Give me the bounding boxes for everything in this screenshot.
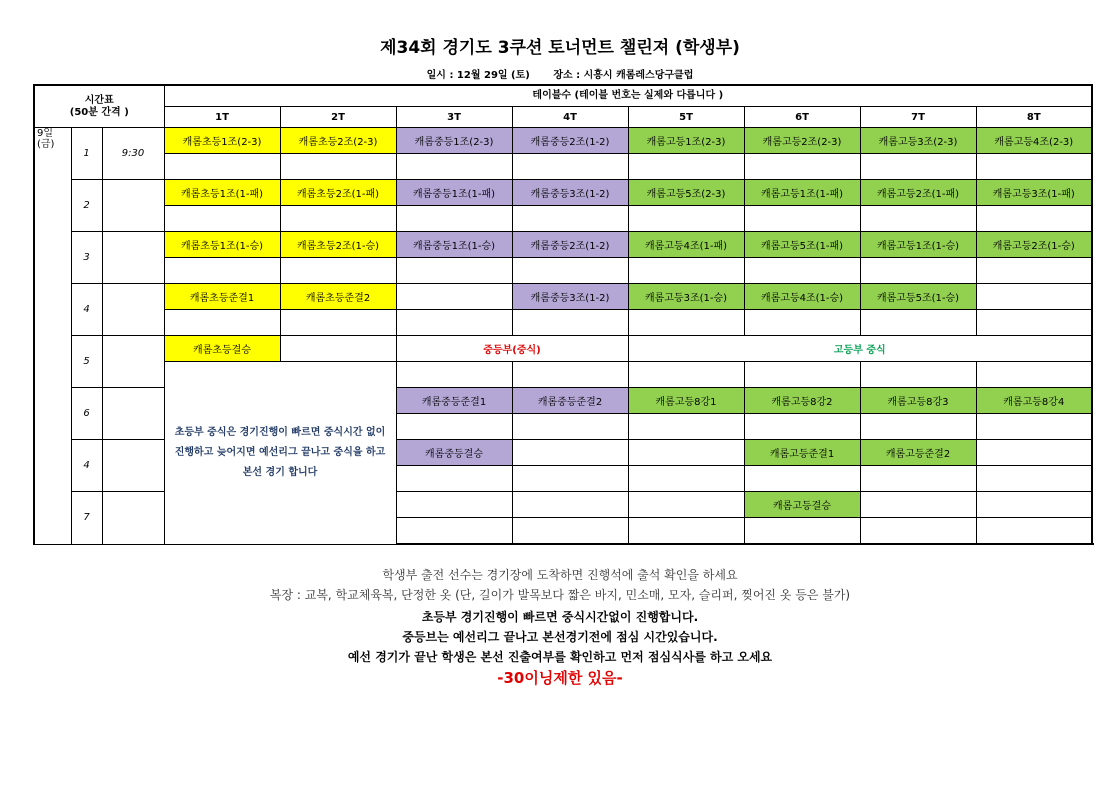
time-cell	[102, 180, 164, 232]
empty-cell	[628, 362, 744, 388]
empty-cell	[512, 154, 628, 180]
empty-cell	[512, 466, 628, 492]
match-cell: 캐롬초등2조(2-3)	[280, 128, 396, 154]
match-cell: 캐롬중등2조(1-2)	[512, 128, 628, 154]
empty-cell	[976, 518, 1092, 545]
match-cell: 캐롬초등2조(1-승)	[280, 232, 396, 258]
match-cell: 캐롬초등결승	[164, 336, 280, 362]
empty-cell	[976, 310, 1092, 336]
empty-cell	[976, 440, 1092, 466]
empty-cell	[512, 440, 628, 466]
match-cell: 캐롬고등5조(1-패)	[744, 232, 860, 258]
empty-cell	[512, 258, 628, 284]
empty-cell	[512, 492, 628, 518]
empty-cell	[744, 414, 860, 440]
empty-cell	[860, 206, 976, 232]
match-cell: 캐롬중등준결2	[512, 388, 628, 414]
empty-cell	[164, 154, 280, 180]
footer-line-2: 복장 : 교복, 학교체육복, 단정한 옷 (단, 길이가 발목보다 짧은 바지, 민소매, 모자, 슬리퍼, 찢어진 옷 등은 불가)	[269, 588, 851, 602]
time-cell	[102, 388, 164, 440]
empty-cell	[164, 258, 280, 284]
empty-cell	[396, 258, 512, 284]
schedule-table	[33, 84, 1093, 545]
empty-cell	[860, 518, 976, 545]
empty-cell	[280, 336, 396, 362]
match-cell: 캐롬고등준결1	[744, 440, 860, 466]
match-cell: 캐롬중등결승	[396, 440, 512, 466]
match-cell: 캐롬고등2조(1-승)	[976, 232, 1092, 258]
match-cell: 캐롬고등8강4	[976, 388, 1092, 414]
match-cell: 캐롬초등1조(2-3)	[164, 128, 280, 154]
schedule-row	[34, 128, 1092, 154]
match-cell: 캐롬중등1조(1-승)	[396, 232, 512, 258]
match-cell: 캐롬고등4조(2-3)	[976, 128, 1092, 154]
empty-cell	[860, 154, 976, 180]
empty-cell	[860, 466, 976, 492]
table-header-8T: 8T	[976, 107, 1092, 128]
empty-cell	[628, 414, 744, 440]
round-number: 1	[71, 128, 102, 180]
match-cell: 캐롬고등3조(1-패)	[976, 180, 1092, 206]
match-cell: 캐롬고등4조(1-패)	[628, 232, 744, 258]
empty-cell	[976, 206, 1092, 232]
footer-line-1: 학생부 출전 선수는 경기장에 도착하면 진행석에 출석 확인을 하세요	[382, 568, 738, 582]
empty-cell	[628, 154, 744, 180]
empty-cell	[976, 466, 1092, 492]
round-number: 3	[71, 232, 102, 284]
table-header-1T: 1T	[164, 107, 280, 128]
match-cell: 캐롬초등1조(1-승)	[164, 232, 280, 258]
table-header-2T: 2T	[280, 107, 396, 128]
match-cell: 캐롬고등8강3	[860, 388, 976, 414]
empty-cell	[280, 310, 396, 336]
empty-cell	[976, 362, 1092, 388]
empty-cell	[280, 258, 396, 284]
match-cell: 캐롬고등5조(2-3)	[628, 180, 744, 206]
schedule-row	[34, 336, 1092, 362]
empty-cell	[512, 518, 628, 545]
spacer-row	[34, 154, 1092, 180]
empty-cell	[744, 362, 860, 388]
empty-cell	[512, 414, 628, 440]
match-cell: 캐롬초등준결2	[280, 284, 396, 310]
match-cell: 캐롬고등3조(1-승)	[628, 284, 744, 310]
empty-cell	[396, 206, 512, 232]
event-venue: 장소 : 시흥시 캐롬레스당구클럽	[553, 70, 694, 81]
table-header-3T: 3T	[396, 107, 512, 128]
timetable-label: 시간표	[84, 94, 114, 106]
footer-line-5: 예선 경기가 끝난 학생은 본선 진출여부를 확인하고 먼저 점심식사를 하고 오세요	[347, 650, 773, 664]
match-cell: 캐롬고등1조(1-승)	[860, 232, 976, 258]
empty-cell	[280, 154, 396, 180]
empty-cell	[628, 206, 744, 232]
empty-cell	[628, 258, 744, 284]
table-header-4T: 4T	[512, 107, 628, 128]
empty-cell	[860, 362, 976, 388]
schedule-row	[34, 284, 1092, 310]
match-cell: 캐롬중등3조(1-2)	[512, 180, 628, 206]
spacer-row	[34, 258, 1092, 284]
round-number: 4	[71, 284, 102, 336]
match-cell: 캐롬고등1조(2-3)	[628, 128, 744, 154]
empty-cell	[976, 492, 1092, 518]
empty-cell	[512, 362, 628, 388]
empty-cell	[744, 258, 860, 284]
empty-cell	[396, 492, 512, 518]
empty-cell	[280, 206, 396, 232]
footer-line-6: -30이닝제한 있음-	[497, 669, 623, 687]
empty-cell	[976, 284, 1092, 310]
match-cell: 캐롬고등2조(1-패)	[860, 180, 976, 206]
empty-cell	[860, 414, 976, 440]
match-cell: 캐롬초등2조(1-패)	[280, 180, 396, 206]
time-cell	[102, 336, 164, 388]
table-header-5T: 5T	[628, 107, 744, 128]
empty-cell	[512, 206, 628, 232]
match-cell: 캐롬고등8강2	[744, 388, 860, 414]
empty-cell	[744, 518, 860, 545]
spacer-row	[34, 310, 1092, 336]
empty-cell	[860, 492, 976, 518]
round-number: 5	[71, 336, 102, 388]
start-time: 9:30	[102, 128, 164, 180]
round-number: 2	[71, 180, 102, 232]
day-cell: 9일 (금)	[34, 128, 71, 545]
empty-cell	[396, 284, 512, 310]
event-date: 일시 : 12월 29일 (토)	[426, 70, 530, 81]
round-number: 7	[71, 492, 102, 545]
table-header-6T: 6T	[744, 107, 860, 128]
match-cell: 캐롬중등1조(1-패)	[396, 180, 512, 206]
match-cell: 캐롬중등2조(1-2)	[512, 232, 628, 258]
empty-cell	[396, 362, 512, 388]
match-cell: 캐롬초등1조(1-패)	[164, 180, 280, 206]
time-cell	[102, 440, 164, 492]
empty-cell	[860, 310, 976, 336]
table-count-header: 테이블수 (테이블 번호는 실제와 다릅니다 )	[164, 85, 1092, 107]
empty-cell	[744, 310, 860, 336]
event-info	[0, 66, 1120, 81]
empty-cell	[396, 310, 512, 336]
empty-cell	[628, 466, 744, 492]
empty-cell	[512, 310, 628, 336]
empty-cell	[744, 466, 860, 492]
match-cell: 캐롬고등4조(1-승)	[744, 284, 860, 310]
empty-cell	[628, 492, 744, 518]
match-cell: 캐롬중등3조(1-2)	[512, 284, 628, 310]
empty-cell	[860, 258, 976, 284]
timetable-header	[34, 85, 164, 128]
empty-cell	[976, 258, 1092, 284]
empty-cell	[164, 206, 280, 232]
empty-cell	[396, 154, 512, 180]
empty-cell	[396, 518, 512, 545]
match-cell: 캐롬고등8강1	[628, 388, 744, 414]
footer-line-3: 초등부 경기진행이 빠르면 중식시간없이 진행합니다.	[421, 610, 699, 624]
schedule-row	[34, 180, 1092, 206]
empty-cell	[628, 440, 744, 466]
table-header-7T: 7T	[860, 107, 976, 128]
schedule-row	[34, 232, 1092, 258]
empty-cell	[976, 154, 1092, 180]
page-title: 제34회 경기도 3쿠션 토너먼트 챌린져 (학생부)	[380, 38, 740, 58]
match-cell: 캐롬고등1조(1-패)	[744, 180, 860, 206]
middle-school-lunch: 중등부(중식)	[396, 336, 628, 362]
match-cell: 캐롬고등결승	[744, 492, 860, 518]
match-cell: 캐롬초등준결1	[164, 284, 280, 310]
empty-cell	[744, 206, 860, 232]
match-cell: 캐롬중등준결1	[396, 388, 512, 414]
high-school-lunch: 고등부 중식	[628, 336, 1092, 362]
round-number: 6	[71, 388, 102, 440]
match-cell: 캐롬고등5조(1-승)	[860, 284, 976, 310]
spacer-row	[34, 206, 1092, 232]
match-cell: 캐롬고등준결2	[860, 440, 976, 466]
time-cell	[102, 492, 164, 545]
empty-cell	[396, 414, 512, 440]
match-cell: 캐롬고등3조(2-3)	[860, 128, 976, 154]
match-cell: 캐롬중등1조(2-3)	[396, 128, 512, 154]
interval-label: (50분 간격 )	[69, 106, 129, 118]
time-cell	[102, 232, 164, 284]
empty-cell	[628, 518, 744, 545]
footer-line-4: 중등브는 예선리그 끝나고 본선경기전에 점심 시간있습니다.	[402, 630, 718, 644]
empty-cell	[164, 310, 280, 336]
elementary-lunch-note: 초등부 중식은 경기진행이 빠르면 중식시간 없이 진행하고 늦어지면 예선리그 끝나고 중식을 하고 본선 경기 합니다	[164, 362, 396, 545]
spacer-row	[34, 362, 1092, 388]
empty-cell	[396, 466, 512, 492]
round-number: 4	[71, 440, 102, 492]
empty-cell	[976, 414, 1092, 440]
empty-cell	[628, 310, 744, 336]
empty-cell	[744, 154, 860, 180]
match-cell: 캐롬고등2조(2-3)	[744, 128, 860, 154]
time-cell	[102, 284, 164, 336]
